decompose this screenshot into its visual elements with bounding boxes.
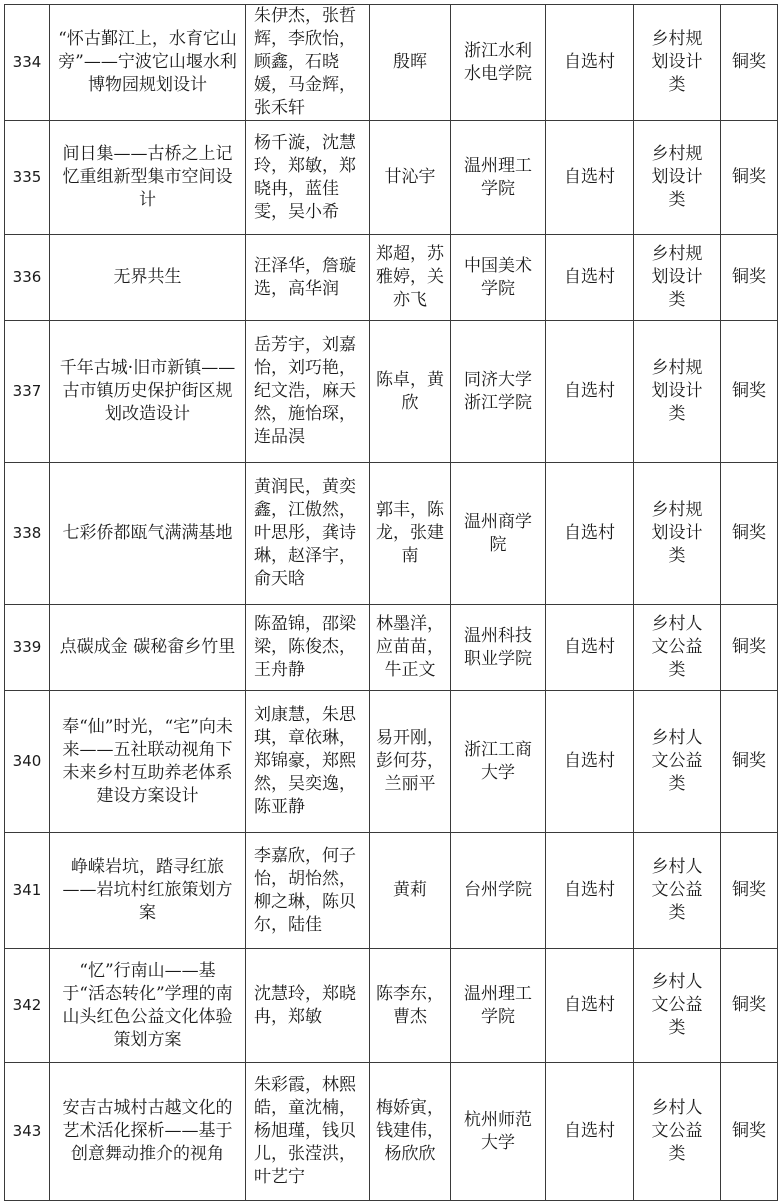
table-row xyxy=(5,5,778,121)
project-title: 千年古城·旧市新镇——古市镇历史保护街区规划改造设计 xyxy=(50,321,246,463)
project-title: 安吉古城村古越文化的艺术活化探析——基于创意舞动推介的视角 xyxy=(50,1063,246,1201)
row-number: 340 xyxy=(5,691,50,833)
school: 温州科技职业学院 xyxy=(451,605,546,691)
village-type: 自选村 xyxy=(546,949,634,1063)
village-type: 自选村 xyxy=(546,1063,634,1201)
team-members: 陈盈锦，邵梁梁，陈俊杰，王舟静 xyxy=(246,605,370,691)
award: 铜奖 xyxy=(721,321,778,463)
category: 乡村规划设计类 xyxy=(634,235,721,321)
table-row xyxy=(5,949,778,1063)
village-type: 自选村 xyxy=(546,691,634,833)
award: 铜奖 xyxy=(721,605,778,691)
project-title: 点碳成金 碳秘畲乡竹里 xyxy=(50,605,246,691)
project-title: 七彩侨都瓯气满满基地 xyxy=(50,463,246,605)
school: 台州学院 xyxy=(451,833,546,949)
advisor: 陈李东，曹杰 xyxy=(370,949,451,1063)
table-row xyxy=(5,463,778,605)
table-row xyxy=(5,121,778,235)
advisor: 殷晖 xyxy=(370,5,451,121)
team-members: 李嘉欣，何子怡，胡怡然，柳之琳，陈贝尔，陆佳 xyxy=(246,833,370,949)
category: 乡村规划设计类 xyxy=(634,321,721,463)
category: 乡村人文公益类 xyxy=(634,1063,721,1201)
advisor: 郑超，苏雅婷，关亦飞 xyxy=(370,235,451,321)
team-members: 黄润民，黄奕鑫，江傲然，叶思彤，龚诗琳，赵泽宇，俞天晗 xyxy=(246,463,370,605)
category: 乡村人文公益类 xyxy=(634,605,721,691)
award: 铜奖 xyxy=(721,949,778,1063)
category: 乡村规划设计类 xyxy=(634,463,721,605)
team-members: 朱伊杰，张哲辉，李欣怡，顾鑫，石晓媛，马金辉，张禾轩 xyxy=(246,5,370,121)
village-type: 自选村 xyxy=(546,121,634,235)
row-number: 339 xyxy=(5,605,50,691)
advisor: 林墨洋，应苗苗，牛正文 xyxy=(370,605,451,691)
team-members: 岳芳宇，刘嘉怡，刘巧艳，纪文浩，麻天然，施怡琛，连品淏 xyxy=(246,321,370,463)
project-title: 峥嵘岩坑，踏寻红旅——岩坑村红旅策划方案 xyxy=(50,833,246,949)
table-row xyxy=(5,691,778,833)
school: 温州商学院 xyxy=(451,463,546,605)
award: 铜奖 xyxy=(721,1063,778,1201)
school: 浙江水利水电学院 xyxy=(451,5,546,121)
award: 铜奖 xyxy=(721,833,778,949)
team-members: 沈慧玲，郑晓冉，郑敏 xyxy=(246,949,370,1063)
project-title: 间日集——古桥之上记忆重组新型集市空间设计 xyxy=(50,121,246,235)
table-row xyxy=(5,235,778,321)
category: 乡村规划设计类 xyxy=(634,5,721,121)
award: 铜奖 xyxy=(721,235,778,321)
award: 铜奖 xyxy=(721,121,778,235)
award: 铜奖 xyxy=(721,5,778,121)
team-members: 朱彩霞，林熙皓，童沈楠，杨旭瑾，钱贝儿，张滢洪，叶艺宁 xyxy=(246,1063,370,1201)
advisor: 梅娇寅，钱建伟，杨欣欣 xyxy=(370,1063,451,1201)
row-number: 338 xyxy=(5,463,50,605)
project-title: “忆”行南山——基于“活态转化”学理的南山头红色公益文化体验策划方案 xyxy=(50,949,246,1063)
school: 中国美术学院 xyxy=(451,235,546,321)
advisor: 黄莉 xyxy=(370,833,451,949)
table-row xyxy=(5,605,778,691)
awards-table xyxy=(4,4,778,1201)
table-row xyxy=(5,321,778,463)
category: 乡村规划设计类 xyxy=(634,121,721,235)
village-type: 自选村 xyxy=(546,605,634,691)
row-number: 336 xyxy=(5,235,50,321)
category: 乡村人文公益类 xyxy=(634,691,721,833)
team-members: 刘康慧，朱思琪，章依琳，郑锦豪，郑熙然，吴奕逸，陈亚静 xyxy=(246,691,370,833)
village-type: 自选村 xyxy=(546,463,634,605)
category: 乡村人文公益类 xyxy=(634,833,721,949)
project-title: 无界共生 xyxy=(50,235,246,321)
school: 温州理工学院 xyxy=(451,949,546,1063)
category: 乡村人文公益类 xyxy=(634,949,721,1063)
team-members: 汪泽华，詹璇选，高华润 xyxy=(246,235,370,321)
project-title: “怀古鄞江上，水育它山旁”——宁波它山堰水利博物园规划设计 xyxy=(50,5,246,121)
advisor: 郭丰，陈龙，张建南 xyxy=(370,463,451,605)
row-number: 337 xyxy=(5,321,50,463)
village-type: 自选村 xyxy=(546,833,634,949)
school: 浙江工商大学 xyxy=(451,691,546,833)
row-number: 342 xyxy=(5,949,50,1063)
table-row xyxy=(5,833,778,949)
school: 同济大学浙江学院 xyxy=(451,321,546,463)
village-type: 自选村 xyxy=(546,235,634,321)
award: 铜奖 xyxy=(721,691,778,833)
school: 温州理工学院 xyxy=(451,121,546,235)
village-type: 自选村 xyxy=(546,321,634,463)
team-members: 杨千漩，沈慧玲，郑敏，郑晓冉，蓝佳雯，吴小希 xyxy=(246,121,370,235)
award: 铜奖 xyxy=(721,463,778,605)
village-type: 自选村 xyxy=(546,5,634,121)
school: 杭州师范大学 xyxy=(451,1063,546,1201)
advisor: 甘沁宇 xyxy=(370,121,451,235)
row-number: 341 xyxy=(5,833,50,949)
advisor: 陈卓，黄欣 xyxy=(370,321,451,463)
advisor: 易开刚，彭何芬，兰丽平 xyxy=(370,691,451,833)
row-number: 335 xyxy=(5,121,50,235)
row-number: 334 xyxy=(5,5,50,121)
row-number: 343 xyxy=(5,1063,50,1201)
table-row xyxy=(5,1063,778,1201)
project-title: 奉“仙”时光，“宅”向未来——五社联动视角下未来乡村互助养老体系建设方案设计 xyxy=(50,691,246,833)
